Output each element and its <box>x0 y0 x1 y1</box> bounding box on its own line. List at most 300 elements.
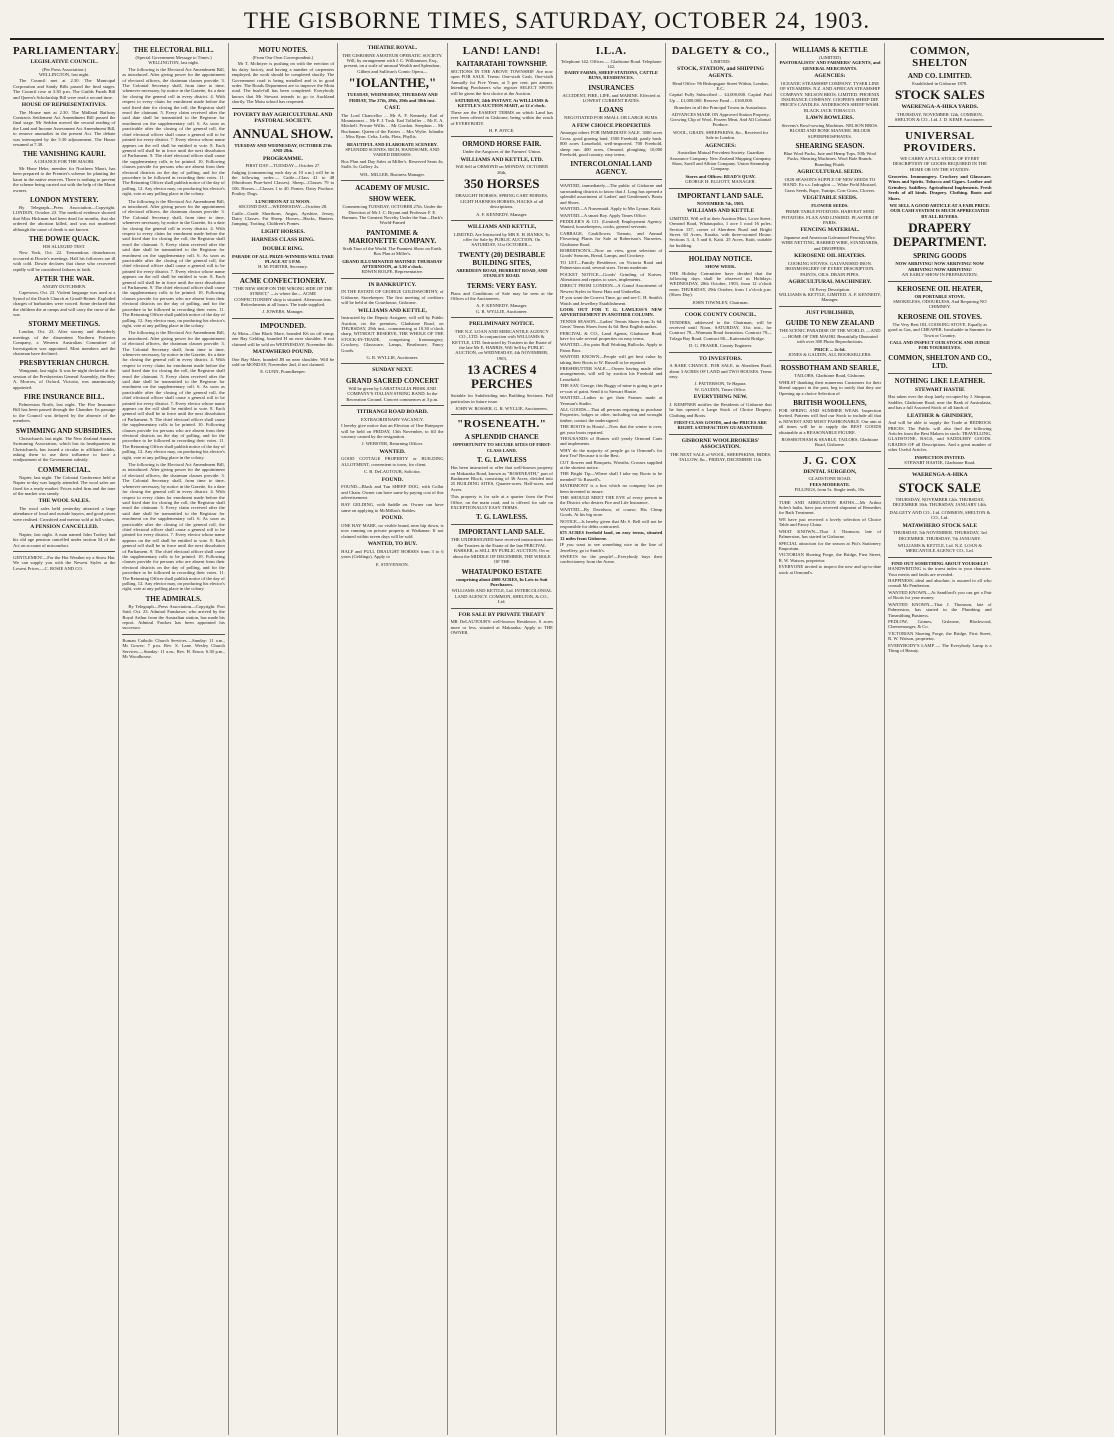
article-body: THE UNDERSIGNED have received instructions from the Trustees in the Estate of the late PERCIVAL BARKER, to SELL BY PUBLIC AUCTION, On or about the MIDDLE OF DECEMBER, THE WHOLE OF THE <box>450 537 553 565</box>
divider <box>13 551 115 552</box>
article-body: The following is the Electoral Act Amendment Bill, as introduced. After giving power for the appointment of electoral officers, the chairman clauses provide: 3. The Colonial Secretary shall, from time to time, whenever necessary, by notice in the Gazette, fix a date for closing the general roll in every district. 4. With respect to every claim for enrolment made before the said fixed date for closing the roll, the Registrar shall enrol the claimant. 5. Every claim received after the said date shall be transmitted to the Registrar for enrolment on the supplementary roll. 6. As soon as practicable after the closing of the general roll, the chief electoral officer shall cause a general roll to be printed for every district. 7. Every elector whose name appears on the roll shall be entitled to vote. 8. Each general roll shall be in force until the next dissolution of Parliament. 9. The chief electoral officer shall cause the supplementary rolls to be printed. 10. Following clauses provide for persons who are absent from their electoral districts on the day of polling, and for the procedure to be followed in recording their votes. 11. The Returning Officer shall publish notice of the day of polling. 12. Any elector may, on producing his elector's right, vote at any polling place in the colony. <box>122 330 225 460</box>
article-body: THE GISBORNE AMATEUR OPERATIC SOCIETY. Will, by arrangement with J. C. Williamson, Esq., present, on a scale of unusual Wealth and Splendour, Gilbert and Sullivan's Comic Opera— <box>342 52 443 74</box>
classified: MATRIMONY is a box which no company has yet been invented to insure. <box>559 483 663 494</box>
heading-commercial: COMMERCIAL. <box>37 465 91 474</box>
divider <box>779 360 881 361</box>
heading-cox: J. G. COX <box>802 454 857 467</box>
kaitaratahi: KAITARATAHI TOWNSHIP. <box>456 60 548 68</box>
inspection: INSPECTION INVITED. <box>914 454 966 460</box>
article-body: The House met at 2.30. The Midland Railway Contracts Settlement Act Amendment Bill passed the final stage. Mr Seddon moved the second reading of the Land and Income Assessment Act Amendment Bill, to remove anomalies in the present Act. The debate was interrupted by the 5.30 adjournment. The House resumed at 7.30. <box>13 109 116 148</box>
signature: ROSSBOTHAM & SEARLE, TAILORS, Gladstone Road, Gisborne. <box>781 437 879 448</box>
good-article: WE SELL A GOOD ARTICLE AT A FAIR PRICE. <box>889 203 991 209</box>
article-body: Amongst others FOR IMMEDIATE SALE. 3000 acres Cross, good grazing land. 1500 Freehold, partly bush. 800 acres Leasehold, well-improved. 700 Freehold, sheep run. 400 acres, Ormond, ploughing. 10,000 Freehold, good country, easy terms. <box>559 130 663 158</box>
divider <box>888 281 991 282</box>
divider <box>779 451 881 452</box>
article-body: New York, Oct. 22. Tremendous disturbances occurred at Dowie's meetings. Half his followers are ill with cold. Dowie declares that those who recovered rapidly will be considered failures in faith. <box>13 250 116 272</box>
article-body: The following is the Electoral Act Amendment Bill, as introduced. After giving power for the appointment of electoral officers, the chairman clauses provide: 3. The Colonial Secretary shall, from time to time, whenever necessary, by notice in the Gazette, fix a date for closing the general roll in every district. 4. With respect to every claim for enrolment made before the said fixed date for closing the roll, the Registrar shall enrol the claimant. 5. Every claim received after the said date shall be transmitted to the Registrar for enrolment on the supplementary roll. 6. As soon as practicable after the closing of the general roll, the chief electoral officer shall cause a general roll to be printed for every district. 7. Every elector whose name appears on the roll shall be entitled to vote. 8. Each general roll shall be in force until the next dissolution of Parliament. 9. The chief electoral officer shall cause the supplementary rolls to be printed. 10. Following clauses provide for persons who are absent from their electoral districts on the day of polling, and for the procedure to be followed in recording their votes. 11. The Returning Officer shall publish notice of the day of polling. 12. Any elector may, on producing his elector's right, vote at any polling place in the colony. <box>122 66 225 197</box>
stores: Stores and Offices: READ'S QUAY. <box>685 173 756 179</box>
classified: IF you want the Correct Time, go and see C. H. Smith's Watch and Jewellery Establishment. <box>559 295 663 306</box>
article-body: Has been instructed to offer that well-known property on Makaraka Road, known as "ROSENEATH," part of Bushmere Block, consisting of 36 Acres, divided into 25 BUILDING SITES, Quarter-acres, Half-acres, and Acres. <box>450 465 553 492</box>
divider <box>341 278 443 279</box>
divider <box>888 468 991 469</box>
day-one: FIRST DAY—TUESDAY—October 27. <box>245 163 321 169</box>
limited: LIMITED. <box>710 59 731 64</box>
article-body: These are the EASIEST TERMS on which Land has ever been offered in Gisborne, being within the reach of EVERYBODY. <box>450 109 553 126</box>
article-body: By Telegraph—Press Association—Copyright. Port Said, Oct. 23. Admiral Fanshawe, who arrived by the Royal Arthur from the Australian station, has made his report. Admiral Fawkes has been appointed his successor. <box>122 603 225 631</box>
heading-cook-county: COOK COUNTY COUNCIL. <box>684 311 757 318</box>
heading-london-mystery: LONDON MYSTERY. <box>30 195 99 204</box>
article-body: WE CARRY A FULL STOCK OF EVERY DESCRIPTION OF GOODS REQUIRED IN THE HOME OR ON THE STATION: <box>892 155 987 172</box>
heading-pension: A PENSION CANCELLED. <box>30 524 99 531</box>
article-body: ACCIDENT, FIRE, LIFE, and MARINE. Effected at LOWEST CURRENT RATES. <box>562 92 660 104</box>
heading-universal-providers: UNIVERSAL PROVIDERS. <box>903 129 977 154</box>
article-body: Stevens's Bowl-sowing Machines. NELSON BROS. BLOOD AND BONE MANURE. BILOUR SUPERPHOSPHATES. <box>781 122 879 139</box>
classified: POCKET NOTICE—Goods' Grinding of Knives. Alterations and repairs to saws, implements. <box>559 271 663 282</box>
divider <box>232 318 334 319</box>
yards: WAERENGA-A-HIKA YARDS. <box>901 104 979 111</box>
article-body: Japanese and American Galvanised Fencing Wire. WIRE NETTING, BARBED WIRE, STANDARDS, and DROPPERS. <box>781 234 879 251</box>
heading-light-horses: LIGHT HORSES. <box>261 228 305 235</box>
heading-sunday: SUNDAY NEXT. <box>372 367 413 374</box>
classified: SWEETS for the people!—Everybody buys their confectionery from the Acme. <box>559 554 663 565</box>
article-body: The Very Best OIL COOKING STOVE. Equally as good as Gas, and CHEAPER. Invaluable in Summer for Town or Country. <box>888 321 992 338</box>
heading-important-land-sale: IMPORTANT LAND SALE. <box>458 528 545 537</box>
article-body: And will be able to supply the Trade at BEDROCK PRICES. The Public will also find the following Articles from the Best Makers in stock: TRAVELLING, GLADSTONE, BAGS, and SADDLERY GOODS. GRADES OF all Descriptions. And a great number of other Useful Articles. <box>888 420 992 453</box>
classified: WANTED—Ladies to get their Frames made at Yeoman's Studio. <box>559 395 663 406</box>
classified: THOUSANDS of Homes will yearly Ormond Carts and implements. <box>559 435 663 447</box>
divider <box>451 136 553 137</box>
heading-pound: POUND. <box>381 515 404 522</box>
column-ila <box>557 43 666 1435</box>
heading-agricultural-seeds: AGRICULTURAL SEEDS. <box>797 169 863 176</box>
heading-machinery: AGRICULTURAL MACHINERY. <box>788 278 872 285</box>
scenery: BEAUTIFUL AND ELABORATE SCENERY. <box>347 141 438 147</box>
classified: IF you want to see something nice in the line of Jewellery, go to Smith's. <box>559 542 663 553</box>
article-body: Will be given by LABATTAGLIA PRISK AND COMPANY'S ITALIAN STRING BAND. In the Recreation Ground. Concert commences at 3 p.m. <box>346 386 439 402</box>
classified: SPECIAL attraction for the season at Pitt's Stationery Emporium. <box>778 540 882 551</box>
heading-insurances: INSURANCES <box>588 83 634 92</box>
article-body: "THE NEW SHOP ON THE WRONG SIDE OF THE STREET," —is where the— ACME CONFECTIONERY shop is situated. Afternoon teas. Refreshments at all hours. The trade supplied. <box>233 285 333 307</box>
subheading: ANGRY DUTCHMEN. <box>42 283 87 289</box>
waerenga: WAERENGA-A-HIKA <box>912 472 968 479</box>
dateline: WELLINGTON, last night. <box>38 72 90 77</box>
splendid-chance: A SPLENDID CHANCE <box>464 433 539 442</box>
heading-loans: LOANS <box>599 106 624 115</box>
signature: JONES & GAUDIN, ALL BOOKSELLERS. <box>788 351 872 357</box>
signature: J. WEBSTER, Returning Officer. <box>361 441 424 447</box>
article-body: GOOD COTTAGE PROPERTY or BUILDING ALLOTMENT, convenient to town, for client. <box>341 456 444 467</box>
call-inspect: CALL AND INSPECT OUR STOCK AND JUDGE FOR YOURSELVES. <box>889 339 991 351</box>
classified: EVERYBODY'S LAMP — The Everybody Lamp is a Thing of Beauty. <box>888 642 992 653</box>
article-body: LIMITED, Are Instructed by MR E. H. BANKS, To offer for Sale by PUBLIC AUCTION, On SATURDAY, 31st OCTOBER— <box>453 231 550 248</box>
signature: E. STEVENSON. <box>375 561 409 567</box>
divider <box>669 188 771 189</box>
signature: JOHN TOWNLEY, Chairman. <box>692 299 749 305</box>
heading-impounded: IMPOUNDED. <box>260 321 306 330</box>
divider <box>341 180 443 181</box>
heading-agencies: AGENCIES: <box>704 142 737 149</box>
agencies: OCEANIC STEAMSHIP COMPANY. TYSER LINE OF STEAMERS. N.Z. AND AFRICAN STEAMSHIP COMPANY. NELSON BROS. LIMITED. PHOENIX INSURANCE COMPANY. COOPER'S SHEEP DIP. PRICE'S CANDLES. ANDERSON'S SHEEP WASH. BLACK JACK TOBACCO. <box>779 80 881 113</box>
article-body: Palmerston North, last night. The Fire Insurance Bill has been passed through the Chamber. Its passage to the Council was delayed by the absence of the members. <box>13 402 116 424</box>
opera-dates: TUESDAY, WEDNESDAY, THURSDAY AND FRIDAY, The 27th, 28th, 29th and 30th inst. <box>347 92 438 103</box>
wool: WOOL, GRAIN, SHEEPSKINS, &c., Received for Sale in London. <box>672 129 769 141</box>
article-body: At Motu—One Black Mare, branded K6 on off rump; one Bay Gelding, branded H on near shoulder. If not claimed will be sold on WEDNESDAY, November 4th. <box>231 330 335 347</box>
divider <box>888 557 991 558</box>
divider <box>232 108 334 109</box>
signature: EDWIN ROLFE, Representative. <box>361 269 424 275</box>
column-common-shelton <box>885 43 994 1435</box>
classified: WANTED—Six pairs Bull Working Bullocks. Apply to Paton Bros. <box>559 342 663 353</box>
signature: JOHN W. ROSSER. G. R. WYLLIE, Auctioneers. <box>455 406 549 411</box>
column-dalgety <box>666 43 775 1435</box>
classified: WANTED—A Nursemaid. Apply to Mrs Lysnar, Kaiti. <box>559 206 662 212</box>
classified: WANTED KNOWN—People will get best value by taking their Boots to W. Russell to be repaired. <box>559 354 663 365</box>
article-body: IN THE ESTATE OF GEORGE GOLDSWORTHY, of Gisborne, Storekeeper. The first meeting of creditors will be held at the Courthouse, Gisborne. <box>341 289 444 306</box>
cast-label: CAST. <box>384 105 401 112</box>
divider <box>341 363 443 364</box>
sale-date: SATURDAY, 24th INSTANT. At WILLIAMS & KETTLE'S AUCTION MART, at 12 o'clock. <box>454 98 549 109</box>
classified: DIRECT FROM LONDON—A Grand Assortment of Newest Styles in Straw Hats and Umbrellas. <box>559 283 663 294</box>
article-body: Has taken over the shop lately occupied by J. Simpson, Saddler, Gladstone Road, near the Bank of Australasia, and has a full Assorted Stock of all kinds of <box>888 394 992 411</box>
heading-common-shelton-2: COMMON, SHELTON AND CO., LTD. <box>888 353 992 370</box>
luncheon: LUNCHEON AT 12 NOON. <box>255 198 311 204</box>
branches: Branches in all the Principal Towns in Australasia. <box>674 105 767 111</box>
flower-seeds: FLOWER SEEDS. <box>811 202 849 208</box>
limited: (LIMITED) <box>818 55 841 60</box>
classified: WANTED KNOWN—That J. Thomson, late of Palmerston, has started in the Plumbing and Tinsmithing Business. <box>888 601 992 618</box>
advances: ADVANCES MADE ON Approved Station Property, Growing Clip of Wool, Frozen Meat, And All Colonial Produce. <box>670 111 771 128</box>
classified: WE have just received a lovely selection of Choice Table and Fancy China. <box>778 516 882 528</box>
article-body: Christchurch, last night. The New Zealand Amateur Swimming Association, which has its headquarters in Christchurch, has issued a circular to affiliated clubs, asking them to use their influence to have a readjustment of the Government subsidy. <box>13 435 116 463</box>
divider <box>122 634 224 635</box>
early-show: AN EARLY SHOW IN PREPARATION. <box>901 272 978 278</box>
sub-house: HOUSE OF REPRESENTATIVES. <box>21 102 107 109</box>
opera-title: "IOLANTHE," <box>348 75 437 91</box>
heading-horse-fair: ORMOND HORSE FAIR. <box>462 140 542 149</box>
british-woollens: BRITISH WOOLLENS, <box>793 399 867 407</box>
heading-spring-goods: SPRING GOODS <box>913 252 967 261</box>
heading-vegetable-seeds: VEGETABLE SEEDS. <box>802 195 858 202</box>
masthead: THE GISBORNE TIMES, SATURDAY, OCTOBER 24, 1903. <box>10 6 1104 40</box>
matinee: GRAND ILLUMINATED MATINEE THURSDAY AFTERNOON, at 3.30 o'clock. <box>342 258 443 269</box>
heading-just-published: JUST PUBLISHED, <box>805 309 855 316</box>
signature: J. PATTERSON, Te Hapara. <box>694 381 747 387</box>
heading-preliminary: PRELIMINARY NOTICE. <box>469 321 535 328</box>
article-body: ONE BAY MARE, no visible brand, near hip down, is now running on private property at Waikanae. If not claimed within seven days will be sold. <box>341 522 444 539</box>
parade-notice: PARADE OF ALL PRIZE-WINNERS WILL TAKE PLACE AT 3 P.M. <box>231 253 334 264</box>
divider <box>779 306 881 307</box>
price: PRICE ... 2s 6d. <box>814 346 846 352</box>
heading-parliamentary: PARLIAMENTARY. <box>13 45 119 57</box>
article-body: The wool sales held yesterday attracted a large attendance of local and outside buyers, and good prices were realised. Crossbred and merino sold at full values. <box>13 505 116 522</box>
article-body: Suitable for Subdividing into Building Sections. Full particulars in future issue. <box>450 393 553 404</box>
heading-woolbrokers: GISBORNE WOOLBROKERS' ASSOCIATION. <box>681 437 760 451</box>
heading-dowie-quack: THE DOWIE QUACK. <box>28 234 100 243</box>
cash-system: OUR CASH SYSTEM IS MUCH APPRECIATED BY ALL BUYERS. <box>890 208 990 219</box>
stewart-hastie: STEWART HASTIE <box>915 386 965 393</box>
classified: HAPPINESS, ideal and absolute, is assured to all who consult Mr Pemberton. <box>888 578 992 589</box>
press-credit: (Per Press Association.) <box>42 66 87 72</box>
terms: TERMS: VERY EASY. <box>466 281 537 290</box>
classified: WANTED—By Davidson, of course, His Cheap Goods. At his big store. <box>559 506 663 518</box>
divider <box>669 251 771 252</box>
heading-fencing: FENCING MATERIAL. <box>800 227 860 234</box>
lawless: T. G. LAWLESS <box>476 456 527 465</box>
classified: THE Bright Tip—Where shall I take my Boots to be mended? To Russell's. <box>559 471 663 482</box>
signature: G. R. WYLLIE, Auctioneer. <box>366 355 419 360</box>
heading-stock-sales: STOCK SALES <box>894 87 985 103</box>
classified: 675 ACRES freehold land, on easy terms, situated 12 miles from Gisborne. <box>559 530 663 541</box>
vacancy: EXTRAORDINARY VACANCY. <box>360 416 424 422</box>
show-dates: TUESDAY AND WEDNESDAY, OCTOBER 27th AND 28th. <box>234 142 332 154</box>
heading-dalgety: DALGETY & CO., <box>671 45 770 57</box>
signature: WILLIAMS & KETTLE, Ltd. N.Z. LOAN & MERCANTILE AGENCY CO., Ltd. <box>897 543 982 554</box>
heading-williams-kettle: WILLIAMS & KETTLE <box>792 46 868 54</box>
heading-williams-kettle: WILLIAMS AND KETTLE, <box>357 307 427 314</box>
heading-investors: TO INVESTORS. <box>699 355 743 362</box>
article-body: I hereby give notice that an Election of One Ratepayer will be held on FRIDAY, 13th November, to fill the vacancy caused by the resignation. <box>341 423 444 440</box>
classified: TUBE AND ABRIGATION BATHS.—Mr Arthur Soles's baths, have just received shipment of Remedies for Bath Treatment. <box>778 499 882 516</box>
article-body: THURSDAY, NOVEMBER 12th, COMMON, SHELTON & CO., Ltd. J. D. KEMP, Auctioneer. <box>894 112 985 123</box>
article-body: FOUND—Black and Tan SHEEP DOG, with Collar and Chain. Owner can have same by paying cost of this advertisement. <box>341 484 444 501</box>
subheading: Under the Auspices of the Farmers' Union. <box>462 149 542 155</box>
signature: A. F. KENNEDY, Manager. <box>476 211 528 217</box>
classified: WHY do the majority of people go to Ormond's for their Tea? Because it is the Best. <box>559 447 663 459</box>
capital: Capital Fully Subscribed ... £4,000,000. Capital Paid Up ... £1,000,000. Reserve Fund ... £160,000. <box>669 92 772 103</box>
classified: TO LET—Family Residence, on Victoria Road and Palmerston road, several sizes. Terms moderate. <box>559 259 663 271</box>
classified: ALL GOODS—That all persons requiring to purchase Properties, lodges or other, including cut and wrought timber, contact the undersigned. <box>559 406 663 423</box>
article-body: Wanganui, last night. It was be-night declared at the session of the Presbyterian General Assembly, the Rev. A. Morrow, of Oxford, Victoria, was unanimously appointed. <box>13 368 116 390</box>
article-body: The following is the Electoral Act Amendment Bill, as introduced. After giving power for the appointment of electoral officers, the chairman clauses provide: 3. The Colonial Secretary shall, from time to time, whenever necessary, by notice in the Gazette, fix a date for closing the general roll in every district. 4. With respect to every claim for enrolment made before the said fixed date for closing the roll, the Registrar shall enrol the claimant. 5. Every claim received after the said date shall be transmitted to the Registrar for enrolment on the supplementary roll. 6. As soon as practicable after the closing of the general roll, the chief electoral officer shall cause a general roll to be printed for every district. 7. Every elector whose name appears on the roll shall be entitled to vote. 8. Each general roll shall be in force until the next dissolution of Parliament. 9. The chief electoral officer shall cause the supplementary rolls to be printed. 10. Following clauses provide for persons who are absent from their electoral districts on the day of polling, and for the procedure to be followed in recording their votes. 11. The Returning Officer shall publish notice of the day of polling. 12. Any elector may, on producing his elector's right, vote at any polling place in the colony. <box>122 198 225 328</box>
article-body: PRIME TABLE POTATOES. HARVEST SEED POTATOES. FLAX AND LINSEED. PLASTER OF PARIS. <box>781 209 879 225</box>
article-body: Of Every Description. <box>809 286 851 292</box>
roads: ABERDEEN ROAD, HERBERT ROAD, AND STANLEY ROAD. <box>456 267 548 279</box>
sub-legislative-council: LEGISLATIVE COUNCIL. <box>30 59 98 65</box>
article-body: By Telegraph—Press Association—Copyright. LONDON, October 23. The medical evidence showed that Miss Hickman had been dead for months, that she ordered the abortion killed, and was not murdered although the cause of death is not known. <box>13 204 116 232</box>
classified: THE BOOTS in Hoots!—Now that the winter is over, get your boots repaired. <box>559 424 663 435</box>
classified: HANDWRITING is the truest index to your character. Your merits and faults are revealed. <box>888 566 992 577</box>
article-body: Capetown, Oct. 23. Violent language was used at a Synod of the Dutch Church at Graaff-Reinet. Exploded charges of barbarities were voiced. Some declared that the children die at camps and will carry the curse of the war. <box>13 290 116 317</box>
heading-stormy-meetings: STORMY MEETINGS. <box>28 320 100 329</box>
find-out: FIND OUT SOMETHING ABOUT YOURSELF! <box>891 560 989 566</box>
classified: EVERYONE invited to inspect the new and up-to-date stock at Ormond's. <box>778 564 882 575</box>
stock-station: STOCK, STATION, and SHIPPING AGENTS. <box>677 66 764 79</box>
article-body: Plans and Conditions of Sale may be seen at the Offices of the Auctioneers. <box>450 290 553 301</box>
heading-fire-insurance: FIRE INSURANCE BILL. <box>24 393 105 402</box>
heading-ila: I.L.A. <box>595 45 627 57</box>
heading-important-land-sale: IMPORTANT LAND SALE. <box>677 191 764 200</box>
heading-kerosene-heater: KEROSENE OIL HEATER, <box>896 284 983 293</box>
classified: THE SAY, George, this Buggy of mine is going to get a re-coat of paint. Send it to Stewart Hastie. <box>559 383 663 394</box>
columns <box>10 43 1104 1435</box>
article-body: Instructed by the Deputy Assignee, will sell by Public Auction, on the premises, Gladstone Road, on THURSDAY, 29th inst., commencing at 10.30 o'clock sharp, WITHOUT RESERVE, THE WHOLE OF THE STOCK-IN-TRADE, comprising Ironmongery, Crockery, Glassware, Lamps, Brushware, Fancy Goods. <box>341 315 444 353</box>
divider <box>451 317 553 318</box>
programme-label: PROGRAMME. <box>263 155 303 162</box>
article-body: SECTIONS IN THE ABOVE TOWNSHIP. Are now open FOR SALE. Terms: One-sixth Cash, One-sixth Annually for Five Years, at 5 per cent. per annum. Intending Purchasers who register SELECT SPOTS will be given the first choice at the Auction. <box>450 69 553 96</box>
signature: G. R. WYLLIE, Auctioneer. <box>475 308 528 314</box>
divider <box>232 273 334 274</box>
now-arriving: NOW ARRIVING! NOW ARRIVING! NOW ARRIVING! NOW ARRIVING! <box>895 261 985 272</box>
divider <box>669 434 771 435</box>
divider <box>669 352 771 353</box>
heading-wanted: WANTED. <box>379 448 406 455</box>
article-body: OUR SEASON'S SUPPLY OF NEW SEEDS TO HAND. Ex s.s. Indraghiri — White Field Mustard, Grass Seeds, Rape, Turnips, Cow Grass, Clovers. <box>783 176 877 193</box>
press-credit: (From Our Own Correspondent.) <box>252 55 314 60</box>
signature: E. GUNN, Poundkeeper. <box>260 369 306 375</box>
classified: WHAT KNOWN—That J. Thomson, late of Palmerston, has started in Gisborne. <box>778 528 882 540</box>
heading-holiday: HOLIDAY NOTICE. <box>688 255 753 264</box>
column-motu-notes <box>229 43 338 1435</box>
company-limited: AND CO. LIMITED. <box>907 72 972 80</box>
advertisement: GENTLEMEN!—For the Hot Weather try a Straw Hat. We can supply you with the Newest Styles at the Lowest Prices.—C. ROSIE AND CO. <box>13 554 116 571</box>
article-body: One Bay Mare, branded JB on near shoulder. Will be sold on MONDAY, November 2nd, if not claimed. <box>231 356 335 367</box>
divider <box>888 126 991 127</box>
subheading: A CHANCE FOR THE MAORI. <box>33 159 95 165</box>
cast-list: The Lord Chancellor ... Mr A. F. Kennedy. Earl of Mountararat ... Mr F. J. Tosh. Earl Tolloller ... Mr E. A. Mitchell. Private Willis ... Mr Gordon. Strephon ... Mr Buchanan. Queen of the Fairies ... Mrs Wylie. Iolanthe ... Miss Ryan. Celia, Leila, Fleta, Phyllis. <box>341 112 444 140</box>
tailors: TAILORS, Gladstone Road, Gisborne, <box>794 373 866 379</box>
classified: CUT flowers and Bouquets, Wreaths, Crosses supplied at the shortest notice. <box>559 459 663 470</box>
article-body: Napier, last night. A man named John Toohey had his old age pension cancelled under section 54 of the Act on account of misconduct. <box>13 531 116 548</box>
column-land <box>448 43 557 1435</box>
article-body: HALF and FULL DRAUGHT HORSES from 3 to 6 years (Geldings). Apply to <box>341 548 444 560</box>
head-office: Head Office: 96 Bishopsgate Street Within, London, E.C. <box>672 80 769 91</box>
article-body: The Council met at 2.30. The Municipal Corporation and Sandy Bills passed the final stages. The Council rose at 3.30 p.m. The Guilds Funds Bill and Queen's Scholarship Bill were read a second time. <box>13 78 116 100</box>
signature: WIL. MILLER, Business Manager. <box>359 171 425 177</box>
article-body: Will Sell at ORMOND on MONDAY, OCTOBER 26th, <box>455 164 549 175</box>
day-two: SECOND DAY—WEDNESDAY—October 28. <box>238 204 328 210</box>
sale-date: NOVEMBER 7th, 1903. <box>696 200 745 206</box>
classified: WANTED KNOWN—At Sandford's you can get a Pair of Boots for your money. <box>888 589 992 601</box>
leather-grindery: LEATHER & GRINDERY, <box>907 412 973 419</box>
heading-choice-properties: A FEW CHOICE PROPERTIES <box>571 122 651 129</box>
divider <box>341 405 443 406</box>
whataupoko-estate: WHATAUPOKO ESTATE <box>461 567 542 576</box>
column-electoral-bill <box>119 43 228 1435</box>
fillings: FILLINGS, from 5s. Single teeth, 10s. <box>794 487 866 493</box>
heading-wool-sales: THE WOOL SALES. <box>38 498 90 505</box>
heading-titirangi: TITIRANGI ROAD BOARD. <box>356 409 429 416</box>
heading-common-shelton: COMMON, SHELTON <box>909 45 970 69</box>
heading-rossbotham: ROSSBOTHAM AND SEARLE, <box>780 364 880 373</box>
signature: C. B. DeLAUTOUR, Solicitor. <box>363 469 421 475</box>
signature: WILLIAMS AND KETTLE, Ltd. INTERCOLONIAL LAND AGENCY. COMMON, SHELTON, & CO., Ltd. <box>451 588 552 605</box>
heading-roseneath: "ROSENEATH." <box>457 418 547 431</box>
article-body: COOKING STOVES. GALVANISED IRON. IRONMONGERY OF EVERY DESCRIPTION. PAINTS, OILS. DRAIN PIPES. <box>785 260 875 277</box>
heading-annual-show: ANNUAL SHOW. <box>232 125 334 141</box>
classified: ROBERTSON'S—Now on view, great selection of Goods' Seasons, Bread, Lamps, and Crockery. <box>559 247 663 259</box>
area: comprising about 4000 ACRES, In Lots to Suit Purchasers. <box>455 576 548 587</box>
signature: DALGETY AND CO., Ltd. COMMON, SHELTON & CO., Ltd. <box>889 509 991 521</box>
article-body: Napier, last night. The Colonial Conference held at Napier to-day was largely attended. The wool sales are fixed for a ready market. Prices ruled firm and the tone of the market was steady. <box>13 474 116 496</box>
smokeless: SMOKELESS, ODOURLESS, And Requiring NO CHIMNEY. <box>893 298 987 310</box>
article-body: Mr T. McIntyre is pushing on with the erection of his dairy factory, and having a number of carpenters employed, the work should be completed shortly. The Government road is being metalled and is in good order. The Roads Department are to improve the Motu road. The bush-fall has been completed. Everybody knows that Mr Stewart intends to go to Auckland shortly. The Motu school has reopened. <box>231 61 335 105</box>
dateline: WELLINGTON, last night. <box>148 60 199 66</box>
heading-found: FOUND. <box>381 476 404 483</box>
heading-wanted-to-buy: WANTED, TO BUY. <box>367 541 418 548</box>
heading-everything-new: EVERYTHING NEW. <box>693 394 748 401</box>
box-plan: Box Plan and Day Sales at Miller's. Reserved Seats 4s; Stalls 3s; Gallery 2s. <box>341 158 444 170</box>
signature: J. JOWERS, Manager. <box>262 309 304 315</box>
signature: H. M. PORTER, Secretary. <box>258 264 308 270</box>
column-parliamentary <box>10 43 119 1435</box>
heading-acme: ACME CONFECTIONERY. <box>239 276 327 285</box>
heading-admirals: THE ADMIRALS. <box>145 594 202 603</box>
classified: PEDLOW, Grimes, Gisborne, Blackwood, Cheesemonger, & Co. <box>888 618 992 630</box>
article-body: A RARE CHANCE. FOR SALE, in Aberdeen Road, about 3 ACRES OF LAND and TWO HOUSES. Terms easy. <box>669 363 772 379</box>
heading-vanishing-kauri: THE VANISHING KAURI. <box>22 150 106 159</box>
article-body: THE SCENIC PARADISE OF THE WORLD, —AND— HOME OF THE MAORI. Beautifully Illustrated with over 300 Photo Reproductions. <box>779 328 881 345</box>
article-body: FOR SPRING AND SUMMER WEAR. Inspection Invited. Patterns will find our Stock to include all that is NEWEST AND MOST FASHIONABLE. Our aim at all times will be to supply the BEST GOODS obtainable at a REASONABLE FIGURE. <box>778 408 882 435</box>
signature: A. F. KENNEDY, Manager. <box>476 303 528 309</box>
heading-williams-kettle: WILLIAMS AND KETTLE, LTD. <box>460 156 544 163</box>
article-body: THE N.Z. LOAN AND MERCANTILE AGENCY CO., LTD. In conjunction with WILLIAMS & KETTLE, LTD. Instructed by Trustees in the Estate of the late Mr E. HARRIS, Will Sell by PUBLIC AUCTION, on WEDNESDAY, 4th NOVEMBER, 1903, <box>451 328 552 361</box>
heading-williams-kettle: WILLIAMS AND KETTLE <box>686 208 755 215</box>
article-body: TENDERS, addressed to the Chairman, will be received until Noon, SATURDAY, 31st inst., for Contract 78—Waimata Road formation. Contract 79—Tolaga Bay Road. Contract 80—Kaiteratahi Bridge. <box>669 319 772 341</box>
sacred-concert: GRAND SACRED CONCERT <box>346 377 439 385</box>
classified: VICTORIAN Shoeing Forge, the Bridge, First Street, R. W. Watson, proprietor. <box>888 630 992 642</box>
divider <box>451 524 553 525</box>
divider <box>888 373 991 374</box>
classified: WANTED, immediately—The public of Gisborne and surrounding districts to know that J. Long has opened a splendid assortment of Ladies' and Gentlemen's Boots and Shoes. <box>559 183 663 205</box>
classified: THE SHOULD MEET THE EYE of every person in the District who desires Fire and Life Insurance. <box>559 495 663 506</box>
article-body: Mr Hone Heke, member for Northern Maori, has been prepared to the Premier's scheme for planting the kauri in the native reserves. There is nothing to prevent the scheme being carried out with the help of the Maori owners. <box>13 165 116 193</box>
heading-kerosene-stoves: KEROSENE OIL STOVES. <box>897 312 982 321</box>
article-body: WHILST thanking their numerous Customers for their liberal support in the past, beg to notify that they are Opening up a choice Selection of <box>778 379 882 396</box>
classified: TENNIS SEASON—Ladies' Tennis Shoes from 3s 6d. Gents' Tennis Shoes from 4s 6d. Best English makes. <box>559 318 663 330</box>
church-notice: Roman Catholic Church Services.—Sunday: 11 a.m., Mr Gower; 7 p.m. Rev. S. Lane. Wesley Church Services.—Sunday: 11 a.m., Rev. H. Ensor; 6.30 p.m., Mr Woodhouse. <box>122 637 225 660</box>
signature: D. G. FRASER, County Engineer. <box>689 343 753 349</box>
article-body: J. KEMPNER notifies the Residents of Gisborne that he has opened a Large Stock of Choice Drapery, Clothing and Boots. <box>669 401 772 418</box>
agencies: Australian Mutual Provident Society. Guardian Assurance Company. New Zealand Shipping Company. Shaw, Savill and Albion Company. Union Steamship Company. <box>669 150 772 172</box>
signature: WILLIAMS & KETTLE, LIMITED. A. F. KENNEDY, Manager. <box>778 291 882 303</box>
article-body: NEGOTIATED FOR SMALL OR LARGE SUMS. <box>564 115 659 121</box>
heading-williams-kettle-2: WILLIAMS AND KETTLE, <box>467 223 537 230</box>
horses-count: 350 HORSES <box>464 176 540 192</box>
article-body: MR DeLAUTOUR'S well-known Residence, 6 acres more or less, situated at Makaraka. Apply to THE OWNER. <box>450 619 553 635</box>
acres: 13 ACRES 4 PERCHES <box>467 362 537 392</box>
press-credit: (Special Government Message to Times.) <box>135 55 212 60</box>
costumes: SPLENDID SCENES. RICH, HANDSOME, AND VARIED DRESSES. <box>345 147 440 158</box>
dental-surgeon: DENTAL SURGEON, <box>803 468 857 475</box>
heading-theatre-royal: THEATRE ROYAL. <box>367 45 418 51</box>
show-week: SHOW WEEK. <box>705 264 736 270</box>
building-sites: TWENTY (20) DESIRABLE BUILDING SITES, <box>458 250 545 267</box>
portable-stove: OR PORTABLE STOVE. <box>914 293 966 299</box>
subheading: PASTORALISTS' AND FARMERS' AGENTS, and GENERAL MERCHANTS. <box>779 60 881 71</box>
heading-matawhero-pound: MATAWHERO POUND. <box>252 348 314 355</box>
divider <box>451 608 553 609</box>
goods-list: Groceries. Ironmongery. Crockery and Glassware. Wines and Spirits. Tobacco and Cigars. Leather and Grindery. Saddlery. Agricultural Implements. Fresh Seeds of all kinds. Drapery. Clothing. Boots and Shoes. <box>888 174 992 201</box>
heading-electoral-bill: THE ELECTORAL BILL. <box>133 46 214 54</box>
article-body: BAY GELDING, with Saddle on. Owner can have same on applying to McMillan's Stables. <box>341 502 444 513</box>
guide-title: GUIDE TO NEW ZEALAND <box>785 319 875 328</box>
heading-academy: ACADEMY OF MUSIC. <box>355 184 430 193</box>
heading-lawn-bowlers: LAWN BOWLERS. <box>805 115 854 122</box>
divider <box>669 308 771 309</box>
heading-matawhero-sale: MATAWHERO STOCK SALE <box>902 522 978 529</box>
lawless-sign: T. G. LAWLESS. <box>476 513 528 522</box>
heading-double-ring: DOUBLE RING. <box>262 245 304 252</box>
article-body: Commencing TUESDAY, OCTOBER 27th. Under the Direction of Mr J. C. Bryant and Professor F. E. Barnum. The Greatest Novelty Under the Sun—Dark's World-Famed <box>342 204 443 226</box>
sale-dates: THURSDAY, 5th NOVEMBER. THURSDAY, 3rd DECEMBER. THURSDAY, 7th JANUARY. <box>892 530 987 541</box>
services: DAIRY FARMS, SHEEP STATIONS, CATTLE RUNS, RESIDENCES. <box>564 69 658 81</box>
heading-harness-ring: HARNESS CLASS RING. <box>251 237 315 244</box>
classified: CABBAGE, Cauliflower, Tomato, and Annual Flowering Plants for Sale at Robertson's Nurseries, Gladstone Road. <box>559 230 663 247</box>
divider <box>560 179 662 180</box>
subheading: HIS ALLEGED TEST. <box>43 243 86 249</box>
fees: FEES MODERATE. <box>809 481 851 487</box>
article-body: Blue Wool Packs, Jute and Hemp Tops, 50lb Wool Packs, Shearing Machines. Wool Bale Brands. Branding Fluids. <box>783 151 877 167</box>
